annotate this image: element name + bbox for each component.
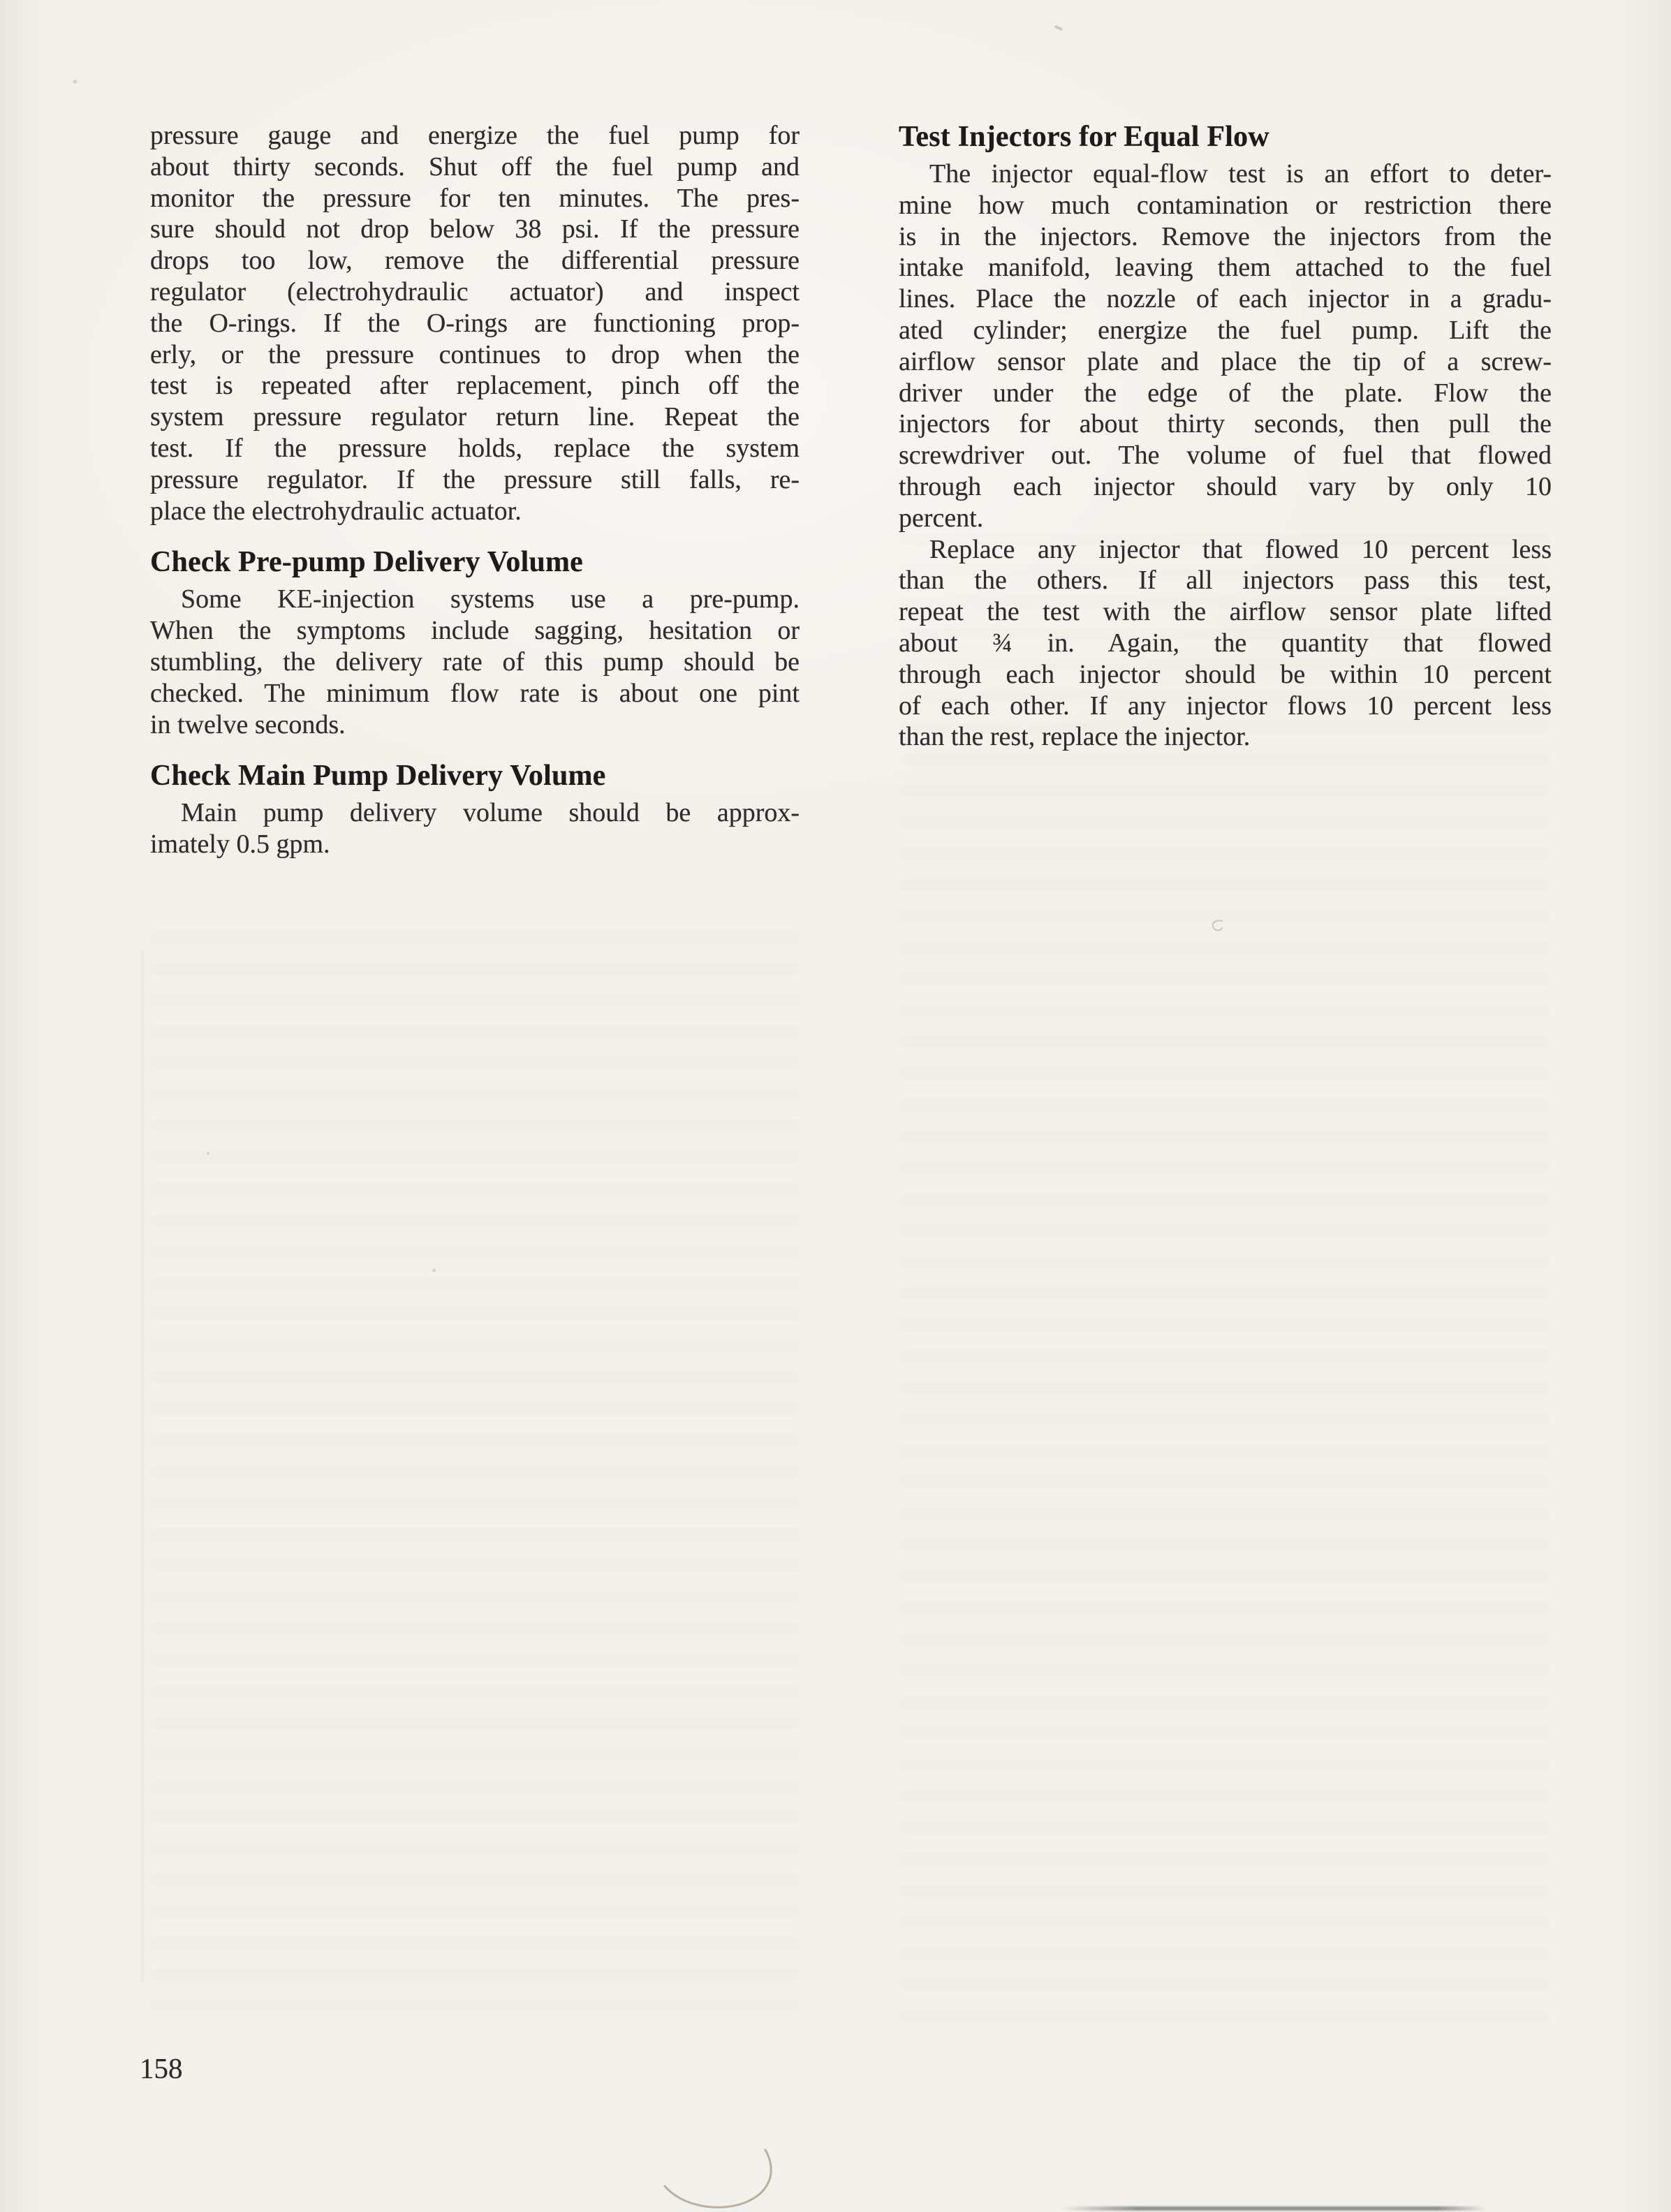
text-line: mine how much contamination or restriction there: [899, 190, 1552, 220]
paragraph: [150, 584, 800, 740]
paragraph: [150, 797, 800, 860]
left-column: [150, 120, 800, 860]
section-heading: Check Pre-pump Delivery Volume: [150, 546, 584, 579]
right-column: [899, 120, 1552, 753]
text-line: erly, or the pressure continues to drop when the: [150, 339, 800, 369]
text-line: ated cylinder; energize the fuel pump. Lift the: [899, 315, 1552, 345]
paper-scratch: [1201, 918, 1229, 939]
text-line: drops too low, remove the differential pressure: [150, 246, 800, 276]
bleed-through-text-left: [152, 932, 798, 2018]
bleed-through-text-right: [901, 534, 1549, 2042]
text-line: repeat the test with the airflow sensor plate lifted: [899, 597, 1552, 627]
page-number: 158: [140, 2052, 183, 2084]
text-line: than the rest, replace the injector.: [899, 722, 1251, 752]
text-line: Main pump delivery volume should be approx-: [181, 798, 800, 828]
text-line: about thirty seconds. Shut off the fuel pump and: [150, 152, 800, 182]
text-line: percent.: [899, 503, 984, 533]
text-line: screwdriver out. The volume of fuel that flowed: [899, 441, 1552, 471]
text-line: driver under the edge of the plate. Flow the: [899, 378, 1552, 408]
paper-speck: [73, 80, 78, 84]
text-line: intake manifold, leaving them attached to the fuel: [899, 253, 1552, 283]
paper-speck: [207, 1152, 209, 1155]
section-heading: Test Injectors for Equal Flow: [899, 121, 1269, 153]
text-line: checked. The minimum flow rate is about one pint: [150, 678, 800, 708]
paragraph: [899, 158, 1552, 534]
text-line: the O-rings. If the O-rings are functioning prop-: [150, 308, 800, 338]
paragraph: [899, 534, 1552, 753]
text-line: stumbling, the delivery rate of this pump should be: [150, 647, 800, 677]
text-line: through each injector should be within 10 percent: [899, 659, 1552, 689]
text-line: When the symptoms include sagging, hesitation or: [150, 616, 800, 646]
text-line: is in the injectors. Remove the injectors from the: [899, 221, 1552, 251]
text-line: lines. Place the nozzle of each injector in a gradu-: [899, 284, 1552, 314]
text-line: about ¾ in. Again, the quantity that flowed: [899, 628, 1552, 658]
hair-fiber: [649, 2140, 803, 2212]
text-line: test is repeated after replacement, pinch off the: [150, 371, 800, 401]
text-line: The injector equal-flow test is an effort to deter-: [929, 159, 1552, 189]
text-line: system pressure regulator return line. Repeat the: [150, 402, 800, 432]
paper-crease: [142, 950, 143, 1983]
text-line: in twelve seconds.: [150, 709, 346, 739]
text-line: Some KE-injection systems use a pre-pump.: [181, 584, 800, 614]
text-line: sure should not drop below 38 psi. If the pressure: [150, 214, 800, 244]
text-line: monitor the pressure for ten minutes. The pres-: [150, 183, 800, 213]
scan-edge-shadow: [1061, 2206, 1487, 2211]
text-line: place the electrohydraulic actuator.: [150, 496, 522, 526]
text-line: imately 0.5 gpm.: [150, 830, 330, 860]
paper-speck: [1054, 25, 1063, 31]
text-line: through each injector should vary by only 10: [899, 471, 1552, 501]
text-line: test. If the pressure holds, replace the system: [150, 433, 800, 463]
text-line: than the others. If all injectors pass this test,: [899, 566, 1552, 596]
text-line: injectors for about thirty seconds, then pull the: [899, 409, 1552, 439]
text-line: pressure gauge and energize the fuel pump for: [150, 121, 800, 150]
paper-speck: [432, 1269, 436, 1272]
text-line: pressure regulator. If the pressure still falls, re-: [150, 464, 800, 494]
section-heading: Check Main Pump Delivery Volume: [150, 760, 606, 792]
text-line: regulator (electrohydraulic actuator) and inspect: [150, 276, 800, 307]
text-line: airflow sensor plate and place the tip of a screw-: [899, 346, 1552, 376]
text-line: Replace any injector that flowed 10 percent less: [929, 534, 1552, 564]
paragraph: [150, 120, 800, 526]
text-line: of each other. If any injector flows 10 percent less: [899, 691, 1552, 721]
